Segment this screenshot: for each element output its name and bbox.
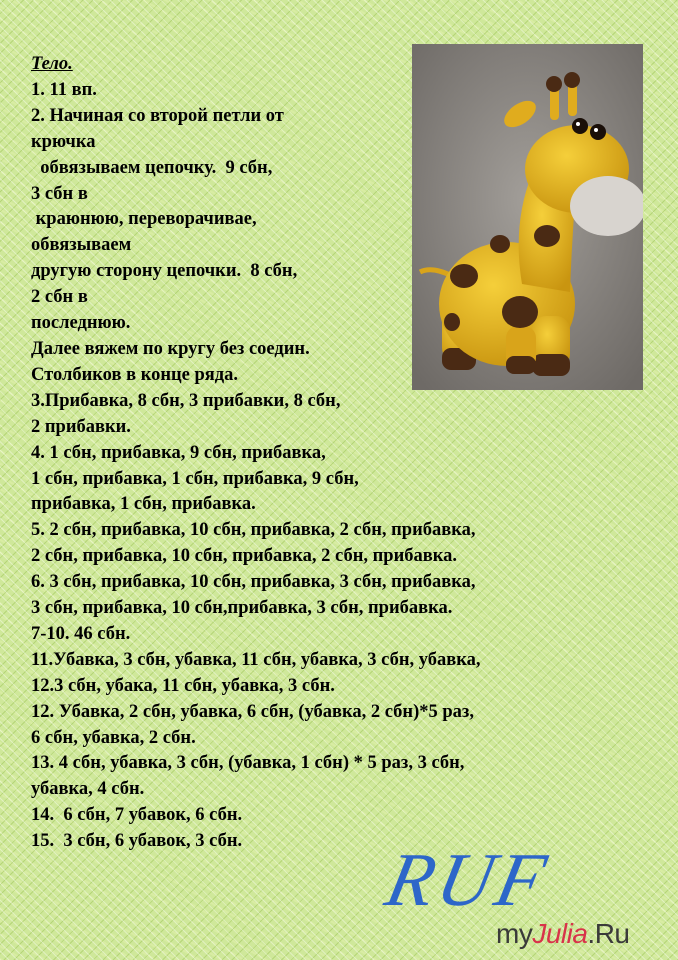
pattern-line: 12.3 сбн, убака, 11 сбн, убавка, 3 сбн. (31, 675, 335, 696)
pattern-line: 14. 6 сбн, 7 убавок, 6 сбн. (31, 805, 243, 826)
pattern-line: 4. 1 сбн, прибавка, 9 сбн, прибавка, (31, 442, 326, 463)
pattern-line: 11.Убавка, 3 сбн, убавка, 11 сбн, убавка, 3 сбн, убавка, (31, 649, 481, 670)
pattern-line: Столбиков в конце ряда. (31, 364, 239, 385)
watermark-part-my: my (496, 918, 533, 949)
pattern-line: другую сторону цепочки. 8 сбн, (31, 261, 298, 282)
pattern-line: обвязываем цепочку. 9 сбн, (31, 157, 273, 178)
pattern-line: краюнюю, переворачивае, (31, 209, 257, 230)
giraffe-toy-photo (412, 44, 643, 390)
pattern-line: 2 сбн, прибавка, 10 сбн, прибавка, 2 сбн, прибавка. (31, 546, 457, 567)
pattern-line: убавка, 4 сбн. (31, 779, 145, 800)
pattern-line: 12. Убавка, 2 сбн, убавка, 6 сбн, (убавка, 2 сбн)*5 раз, (31, 701, 474, 722)
section-title: Тело. (31, 54, 73, 74)
signature: RUF (379, 838, 557, 922)
pattern-line: 7-10. 46 сбн. (31, 623, 131, 644)
pattern-line: 2 прибавки. (31, 416, 131, 437)
pattern-line: 3 сбн, прибавка, 10 сбн,прибавка, 3 сбн, прибавка. (31, 598, 453, 619)
pattern-line: 6. 3 сбн, прибавка, 10 сбн, прибавка, 3 сбн, прибавка, (31, 572, 476, 593)
giraffe-toy-image (412, 44, 643, 390)
pattern-line: крючка (31, 131, 96, 152)
pattern-line: прибавка, 1 сбн, прибавка. (31, 494, 256, 515)
pattern-line: 2. Начиная со второй петли от (31, 105, 284, 126)
pattern-line: Далее вяжем по кругу без соедин. (31, 338, 310, 359)
watermark-part-julia: Julia (532, 918, 588, 949)
site-watermark (496, 920, 630, 948)
pattern-line: 13. 4 сбн, убавка, 3 сбн, (убавка, 1 сбн) * 5 раз, 3 сбн, (31, 753, 465, 774)
pattern-line: 1. 11 вп. (31, 79, 97, 100)
pattern-line: 6 сбн, убавка, 2 сбн. (31, 727, 196, 748)
pattern-line: 5. 2 сбн, прибавка, 10 сбн, прибавка, 2 сбн, прибавка, (31, 520, 476, 541)
pattern-line: 2 сбн в (31, 287, 88, 308)
pattern-line: 1 сбн, прибавка, 1 сбн, прибавка, 9 сбн, (31, 468, 359, 489)
pattern-line: обвязываем (31, 235, 132, 256)
pattern-line: 15. 3 сбн, 6 убавок, 3 сбн. (31, 831, 243, 852)
pattern-line: 3 сбн в (31, 183, 88, 204)
pattern-line: 3.Прибавка, 8 сбн, 3 прибавки, 8 сбн, (31, 390, 341, 411)
watermark-part-ru: .Ru (587, 918, 630, 949)
pattern-line: последнюю. (31, 313, 131, 334)
